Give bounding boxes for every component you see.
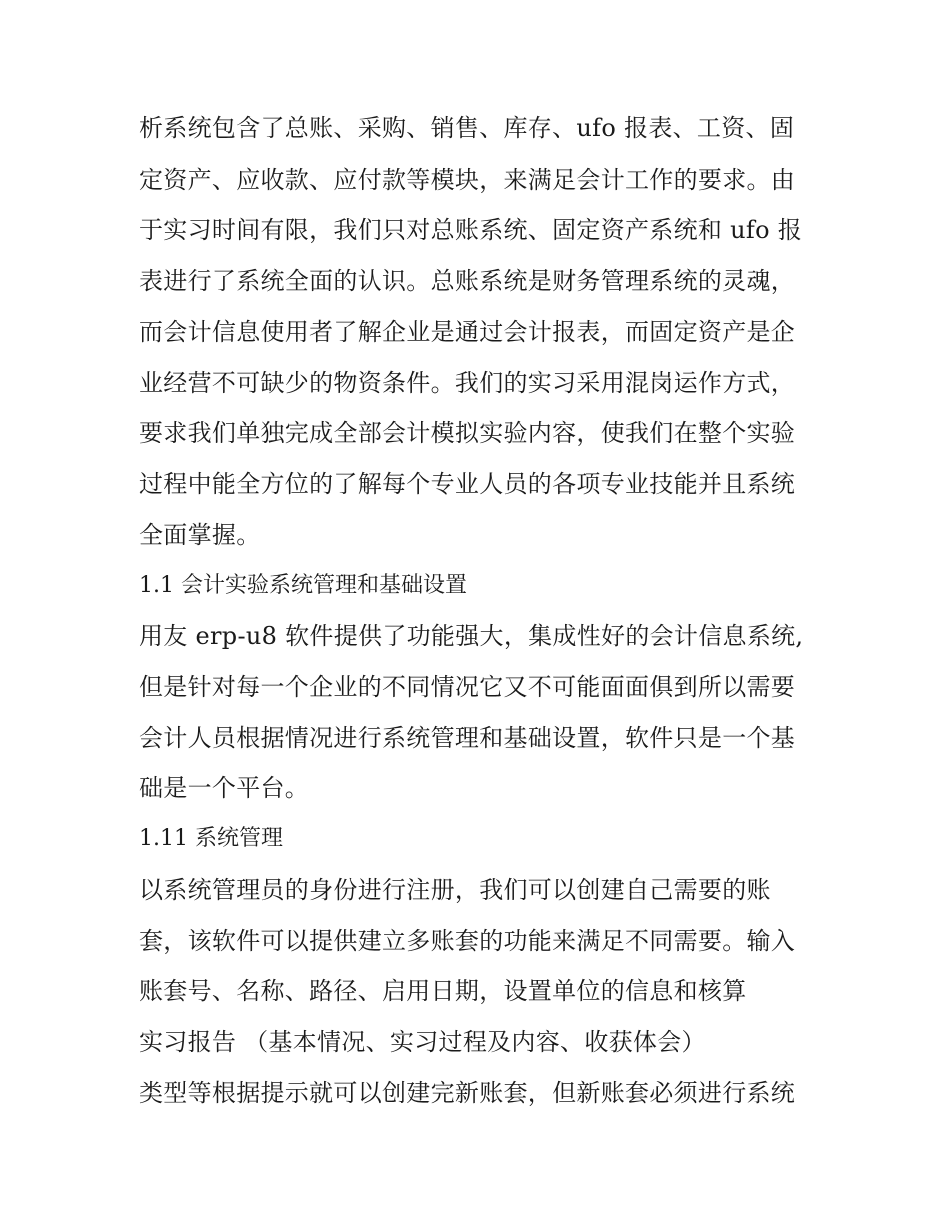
subsection-heading: 1.11 系统管理 [139,826,283,851]
paragraph-line: 业经营不可缺少的物资条件。我们的实习采用混岗运作方式， [139,369,796,397]
paragraph-line: 于实习时间有限，我们只对总账系统、固定资产系统和 ufo 报 [139,216,803,244]
paragraph-line: 析系统包含了总账、采购、销售、库存、ufo 报表、工资、固 [139,114,795,142]
paragraph-line: 要求我们单独完成全部会计模拟实验内容，使我们在整个实验 [139,419,796,447]
paragraph-line: 础是一个平台。 [139,774,310,802]
paragraph-line: 类型等根据提示就可以创建完新账套，但新账套必须进行系统 [139,1079,796,1107]
report-title-line: 实习报告 （基本情况、实习过程及内容、收获体会） [139,1028,706,1056]
paragraph-line: 表进行了系统全面的认识。总账系统是财务管理系统的灵魂， [139,267,796,295]
paragraph-line: 但是针对每一个企业的不同情况它又不可能面面俱到所以需要 [139,673,796,701]
paragraph-line: 以系统管理员的身份进行注册，我们可以创建自己需要的账 [139,876,771,904]
paragraph-line: 定资产、应收款、应付款等模块，来满足会计工作的要求。由 [139,166,796,194]
section-heading: 1.1 会计实验系统管理和基础设置 [139,573,467,598]
paragraph-line: 过程中能全方位的了解每个专业人员的各项专业技能并且系统 [139,470,796,498]
paragraph-line: 会计人员根据情况进行系统管理和基础设置，软件只是一个基 [139,724,796,752]
paragraph-line: 全面掌握。 [139,521,261,549]
paragraph-line: 而会计信息使用者了解企业是通过会计报表，而固定资产是企 [139,318,796,346]
paragraph-line: 套，该软件可以提供建立多账套的功能来满足不同需要。输入 [139,927,796,955]
paragraph-line: 用友 erp-u8 软件提供了功能强大，集成性好的会计信息系统, [139,622,804,650]
paragraph-line: 账套号、名称、路径、启用日期，设置单位的信息和核算 [139,977,747,1005]
